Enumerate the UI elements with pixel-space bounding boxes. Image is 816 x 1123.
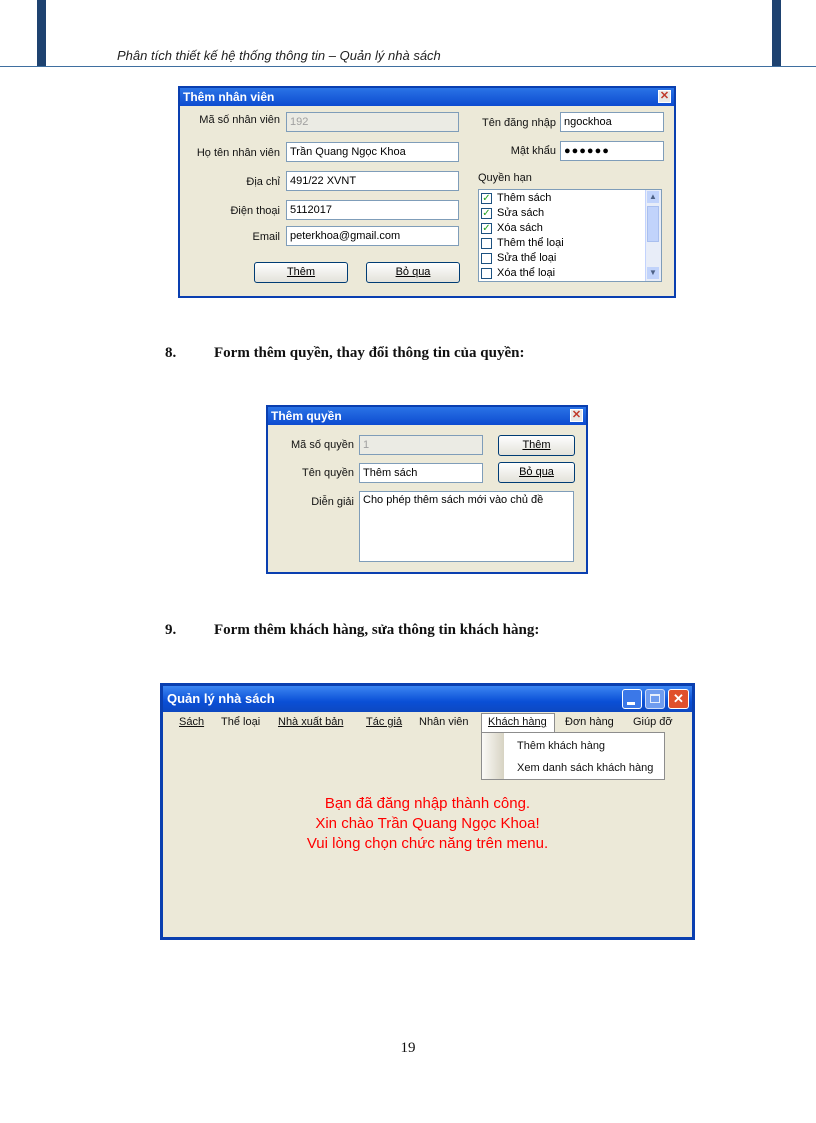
address-field[interactable]: 491/22 XVNT: [286, 171, 459, 191]
header-bar-left: [37, 0, 46, 66]
dropdown-gutter: [482, 733, 504, 779]
add-permission-dialog: [266, 405, 588, 574]
permission-item[interactable]: [481, 222, 641, 236]
dialog-title: Thêm quyền: [268, 407, 586, 425]
permission-item[interactable]: [481, 192, 641, 206]
employee-id-field[interactable]: 192: [286, 112, 459, 132]
email-label: Email: [252, 231, 280, 243]
section-8-title: Form thêm quyền, thay đổi thông tin của quyền:: [214, 345, 525, 361]
menu-sach[interactable]: Sách: [179, 716, 205, 728]
scroll-up-icon[interactable]: ▲: [647, 191, 659, 203]
header-title: Phân tích thiết kế hệ thống thông tin – Quản lý nhà sách: [117, 48, 441, 63]
description-label: Diễn giải: [311, 496, 354, 508]
checkbox-icon[interactable]: [481, 253, 492, 264]
permission-item[interactable]: [481, 237, 641, 251]
checkbox-checked-icon[interactable]: ✓: [482, 193, 491, 204]
phone-label: Điện thoại: [230, 205, 280, 217]
menu-khach-hang[interactable]: Khách hàng: [488, 716, 547, 728]
permission-label: Thêm sách: [497, 192, 552, 204]
menu-the-loai[interactable]: Thể loại: [221, 716, 261, 728]
close-icon[interactable]: ✕: [668, 689, 689, 709]
menu-nhan-vien[interactable]: Nhân viên: [419, 716, 469, 728]
close-icon[interactable]: ✕: [659, 90, 670, 102]
maximize-icon[interactable]: [645, 689, 665, 709]
main-window: [160, 683, 695, 940]
description-field[interactable]: Cho phép thêm sách mới vào chủ đề: [359, 491, 574, 562]
email-field[interactable]: peterkhoa@gmail.com: [286, 226, 459, 246]
password-label: Mật khẩu: [510, 145, 556, 157]
page-number: 19: [400, 1040, 416, 1056]
employee-name-field[interactable]: Trần Quang Ngọc Khoa: [286, 142, 459, 162]
menu-giup-do[interactable]: Giúp đỡ: [633, 716, 673, 728]
close-icon[interactable]: ✕: [571, 409, 582, 421]
password-field[interactable]: ●●●●●●: [560, 141, 664, 161]
username-field[interactable]: ngockhoa: [560, 112, 664, 132]
dropdown-menu: [481, 732, 665, 780]
phone-field[interactable]: 5112017: [286, 200, 459, 220]
permission-item[interactable]: [481, 207, 641, 221]
main-window-title: Quản lý nhà sách: [167, 691, 275, 706]
header-rule: [0, 66, 816, 67]
checkbox-icon[interactable]: [481, 268, 492, 279]
permissions-list[interactable]: [478, 189, 662, 282]
permission-id-field[interactable]: 1: [359, 435, 483, 455]
section-9-title: Form thêm khách hàng, sửa thông tin khách hàng:: [214, 622, 540, 638]
permission-label: Thêm thể loại: [497, 237, 564, 249]
dropdown-item-add-customer[interactable]: Thêm khách hàng: [517, 740, 606, 752]
checkbox-icon[interactable]: [481, 238, 492, 249]
section-9-number: 9.: [165, 622, 177, 638]
permission-label: Xóa thể loại: [497, 267, 556, 279]
employee-id-label: Mã số nhân viên: [199, 114, 280, 126]
header-bar-right: [772, 0, 781, 66]
permission-name-label: Tên quyền: [302, 467, 354, 479]
employee-name-label: Họ tên nhân viên: [196, 147, 280, 159]
menu-bar: [163, 712, 692, 734]
welcome-message: [163, 794, 692, 854]
scroll-thumb[interactable]: [647, 206, 659, 242]
add-button[interactable]: Thêm: [498, 435, 575, 456]
dialog-title: Thêm nhân viên: [180, 88, 674, 106]
menu-don-hang[interactable]: Đơn hàng: [565, 716, 614, 728]
permission-label: Sửa sách: [497, 207, 545, 219]
add-button[interactable]: Thêm: [254, 262, 348, 283]
permissions-label: Quyền hạn: [478, 172, 532, 184]
checkbox-checked-icon[interactable]: ✓: [482, 223, 491, 234]
message-line: Xin chào Trần Quang Ngọc Khoa!: [315, 815, 540, 832]
permission-label: Sửa thể loại: [497, 252, 557, 264]
permission-item[interactable]: [481, 267, 641, 281]
scroll-down-icon[interactable]: ▼: [647, 267, 659, 279]
skip-button[interactable]: Bỏ qua: [366, 262, 460, 283]
permission-name-field[interactable]: Thêm sách: [359, 463, 483, 483]
message-line: Vui lòng chọn chức năng trên menu.: [306, 835, 549, 852]
permission-item[interactable]: [481, 252, 641, 266]
section-8-number: 8.: [165, 345, 177, 361]
permission-id-label: Mã số quyền: [291, 439, 354, 451]
message-line: Bạn đã đăng nhập thành công.: [324, 795, 531, 812]
add-employee-dialog: [178, 86, 676, 298]
username-label: Tên đăng nhập: [481, 117, 556, 129]
menu-tac-gia[interactable]: Tác giả: [366, 716, 403, 728]
scrollbar[interactable]: [645, 190, 661, 281]
dropdown-item-list-customers[interactable]: Xem danh sách khách hàng: [517, 762, 654, 774]
menu-nha-xuat-ban[interactable]: Nhà xuất bản: [278, 716, 344, 728]
address-label: Địa chỉ: [246, 176, 280, 188]
skip-button[interactable]: Bỏ qua: [498, 462, 575, 483]
minimize-icon[interactable]: [622, 689, 642, 709]
checkbox-checked-icon[interactable]: ✓: [482, 208, 491, 219]
permission-label: Xóa sách: [497, 222, 543, 234]
